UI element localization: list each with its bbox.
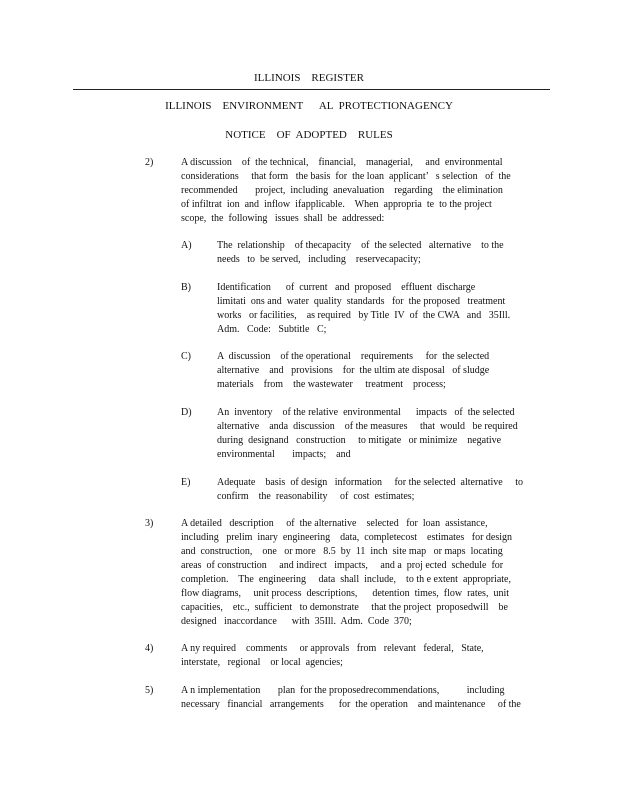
text-line: confirm the reasonability of cost estimates; [217, 491, 415, 502]
text-line: materials from the wastewater treatment process; [217, 379, 446, 390]
subitem-label: A) [181, 240, 192, 251]
subitem-label: C) [181, 351, 191, 362]
item-label: 4) [145, 643, 154, 654]
notice-title: NOTICE OF ADOPTED RULES [225, 129, 393, 141]
item-label: 2) [145, 157, 154, 168]
text-line: and construction, one or more 8.5 by 11 inch site map or maps locating [181, 546, 503, 557]
subitem-text [217, 281, 510, 337]
register-title: ILLINOIS REGISTER [254, 72, 364, 84]
text-line: works or facilities, as required by Title IV of the CWA and 35Ill. [217, 310, 511, 321]
text-line: limitati ons and water quality standards for the proposed treatment [217, 296, 506, 307]
text-line: A discussion of the technical, financial, managerial, and environmental [181, 157, 503, 168]
text-line: environmental impacts; and [217, 449, 351, 460]
text-line: areas of construction and indirect impacts, and a proj ected schedule for [181, 560, 504, 571]
text-line: considerations that form the basis for the loan applicant’ s selection of the [181, 171, 511, 182]
text-line: A detailed description of the alternative selected for loan assistance, [181, 518, 488, 529]
text-line: capacities, etc., sufficient to demonstrate that the project proposedwill be [181, 602, 508, 613]
text-line: designed inaccordance with 35Ill. Adm. Code 370; [181, 616, 412, 627]
text-line: including prelim inary engineering data, completecost estimates for design [181, 532, 513, 543]
text-line: flow diagrams, unit process descriptions, detention times, flow rates, unit [181, 588, 509, 599]
text-line: A ny required comments or approvals from relevant federal, State, [181, 643, 484, 654]
text-line: The relationship of thecapacity of the selected alternative to the [217, 240, 504, 251]
text-line: recommended project, including anevaluation regarding the elimination [181, 185, 503, 196]
subitem-text [217, 406, 518, 462]
text-line: interstate, regional or local agencies; [181, 657, 343, 668]
text-line: An inventory of the relative environmental impacts of the selected [217, 407, 515, 418]
text-line: necessary financial arrangements for the operation and maintenance of the [181, 699, 521, 710]
text-line: alternative anda discussion of the measures that would be required [217, 421, 518, 432]
text-line: Identification of current and proposed effluent discharge [217, 282, 476, 293]
item-text [181, 156, 511, 226]
item-text [181, 642, 484, 670]
text-line: alternative and provisions for the ultim ate disposal of sludge [217, 365, 490, 376]
subitem-label: D) [181, 407, 192, 418]
item-label: 5) [145, 685, 154, 696]
text-line: Adequate basis of design information for the selected alternative to [217, 477, 524, 488]
text-line: completion. The engineering data shall include, to th e extent appropriate, [181, 574, 511, 585]
item-text [181, 517, 512, 629]
text-line: needs to be served, including reservecapacity; [217, 254, 421, 265]
subitem-text [217, 239, 504, 267]
text-line: A n implementation plan for the proposedrecommendations, including [181, 685, 505, 696]
agency-title: ILLINOIS ENVIRONMENT AL PROTECTIONAGENCY [165, 100, 453, 112]
subitem-text [217, 476, 523, 504]
item-text [181, 684, 521, 712]
header-rule [73, 89, 550, 90]
subitem-text [217, 350, 489, 392]
text-line: scope, the following issues shall be addressed: [181, 213, 385, 224]
text-line: Adm. Code: Subtitle C; [217, 324, 327, 335]
text-line: of infiltrat ion and inflow ifapplicable. When appropria te to the project [181, 199, 492, 210]
subitem-label: E) [181, 477, 191, 488]
text-line: during designand construction to mitigate or minimize negative [217, 435, 502, 446]
subitem-label: B) [181, 282, 191, 293]
item-label: 3) [145, 518, 154, 529]
text-line: A discussion of the operational requirements for the selected [217, 351, 490, 362]
